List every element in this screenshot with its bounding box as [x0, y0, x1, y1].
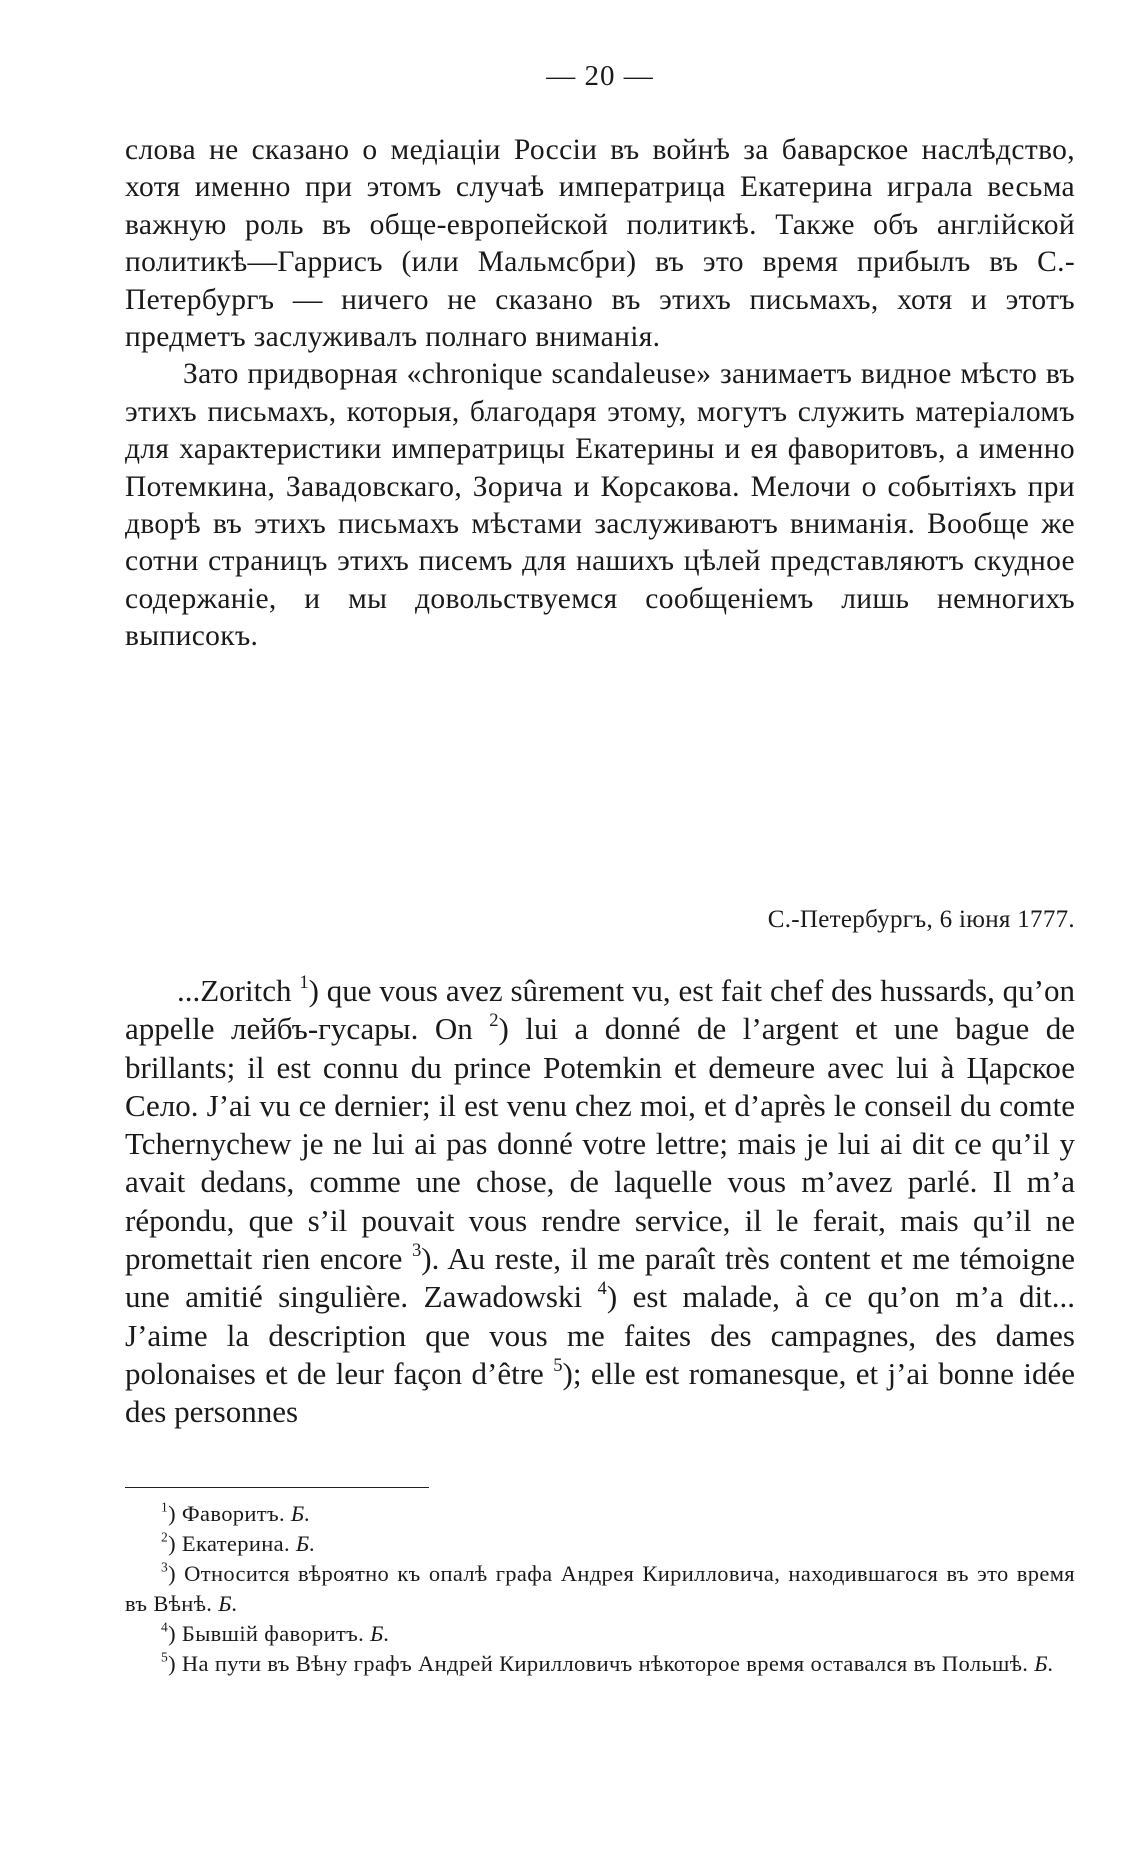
russian-commentary [125, 132, 1075, 656]
footnote-author: Б. [1034, 1651, 1054, 1676]
footnote-mark: 5 [161, 1649, 169, 1665]
footnote-2 [125, 1529, 1075, 1559]
footnote-4 [125, 1619, 1075, 1649]
footnote-text: ) На пути въ Вѣну графъ Андрей Кирилловичъ нѣкоторое время оставался въ Польшѣ. [168, 1651, 1035, 1676]
letter-text: ) lui a donné de l’argent et une bague de brillants; il est connu du prince Potemkin et demeure avec lui à Царское Село. J’ai vu ce dernier; il est venu chez moi, et d’après le conseil du comte Tchernychew je ne lui ai pas donné votre lettre; mais je lui ai dit ce qu’il y avait dedans, comme une chose, de laquelle vous m’avez parlé. Il m’a répondu, que s’il pouvait vous rendre service, il le ferait, mais qu’il ne promettait rien encore [125, 1011, 1075, 1277]
footnote-author: Б. [290, 1501, 311, 1526]
russian-paragraph-1: слова не сказано о медіаціи Россіи въ войнѣ за баварское наслѣдство, хотя именно при этомъ случаѣ императрица Екатерина играла весьма важную роль въ обще-европейской политикѣ. Также объ англійской политикѣ—Гаррисъ (или Мальмсбри) въ это время прибылъ въ С.-Петербургъ — ничего не сказано въ этихъ письмахъ, хотя и этотъ предметъ заслуживалъ полнаго вниманія. [125, 134, 1075, 354]
letter-dateline: С.-Петербургъ, 6 іюня 1777. [767, 906, 1075, 933]
footnote-ref: 2 [489, 1010, 499, 1032]
letter-text: ). Au reste, il me paraît très content et me témoigne une amitié singulière. Zawadowski [125, 1241, 1075, 1315]
footnote-author: Б. [295, 1531, 316, 1556]
footnote-author: Б. [218, 1591, 238, 1616]
footnote-ref: 1 [299, 971, 309, 993]
footnote-ref: 3 [411, 1240, 422, 1262]
letter-text: ) que vous avez sûrement vu, est fait chef des hussards, qu’on appelle лейбъ-гусары. On [125, 973, 1075, 1047]
footnote-3 [125, 1559, 1075, 1619]
footnote-mark: 3 [161, 1559, 169, 1575]
footnote-mark: 1 [161, 1499, 169, 1515]
footnote-ref: 5 [553, 1354, 563, 1376]
footnote-ref: 4 [597, 1278, 607, 1300]
letter-text: ) est malade, à ce qu’on m’a dit... J’aime la description que vous me faites des campagnes, des dames polonaises et de leur façon d’être [125, 1279, 1075, 1391]
footnote-text: ) Бывшій фаворитъ. [168, 1621, 371, 1646]
footnote-mark: 4 [161, 1619, 169, 1635]
footnote-text: ) Фаворитъ. [168, 1501, 291, 1526]
letter-paragraph [125, 972, 1075, 1432]
footnote-1 [125, 1499, 1075, 1529]
footnote-mark: 2 [161, 1529, 169, 1545]
footnote-5 [125, 1649, 1075, 1679]
russian-paragraph-2: Зато придворная «chronique scandaleuse» занимаетъ видное мѣсто въ этихъ письмахъ, которыя, благодаря этому, могутъ служить матеріаломъ для характеристики императрицы Екатерины и ея фаворитовъ, а именно Потемкина, Завадовскаго, Зорича и Корсакова. Мелочи о событіяхъ при дворѣ въ этихъ письмахъ мѣстами заслуживаютъ вниманія. Вообще же сотни страницъ этихъ писемъ для нашихъ цѣлей представляютъ скудное содержаніе, и мы довольствуемся сообщеніемъ лишь немногихъ выписокъ. [125, 358, 1075, 653]
letter-text: ...Zoritch [177, 973, 300, 1008]
footnote-text: ) Екатерина. [168, 1531, 296, 1556]
footnote-divider [125, 1487, 429, 1488]
footnote-author: Б. [370, 1621, 390, 1646]
footnotes [125, 1499, 1075, 1679]
footnote-text: ) Относится вѣроятно къ опалѣ графа Андрея Кирилловича, находившагося въ это время въ Вѣнѣ. [125, 1561, 1075, 1616]
letter-text: ); elle est romanesque, et j’ai bonne idée des personnes [125, 1355, 1075, 1430]
page-number: — 20 — [546, 60, 654, 92]
french-letter-excerpt [125, 972, 1075, 1432]
